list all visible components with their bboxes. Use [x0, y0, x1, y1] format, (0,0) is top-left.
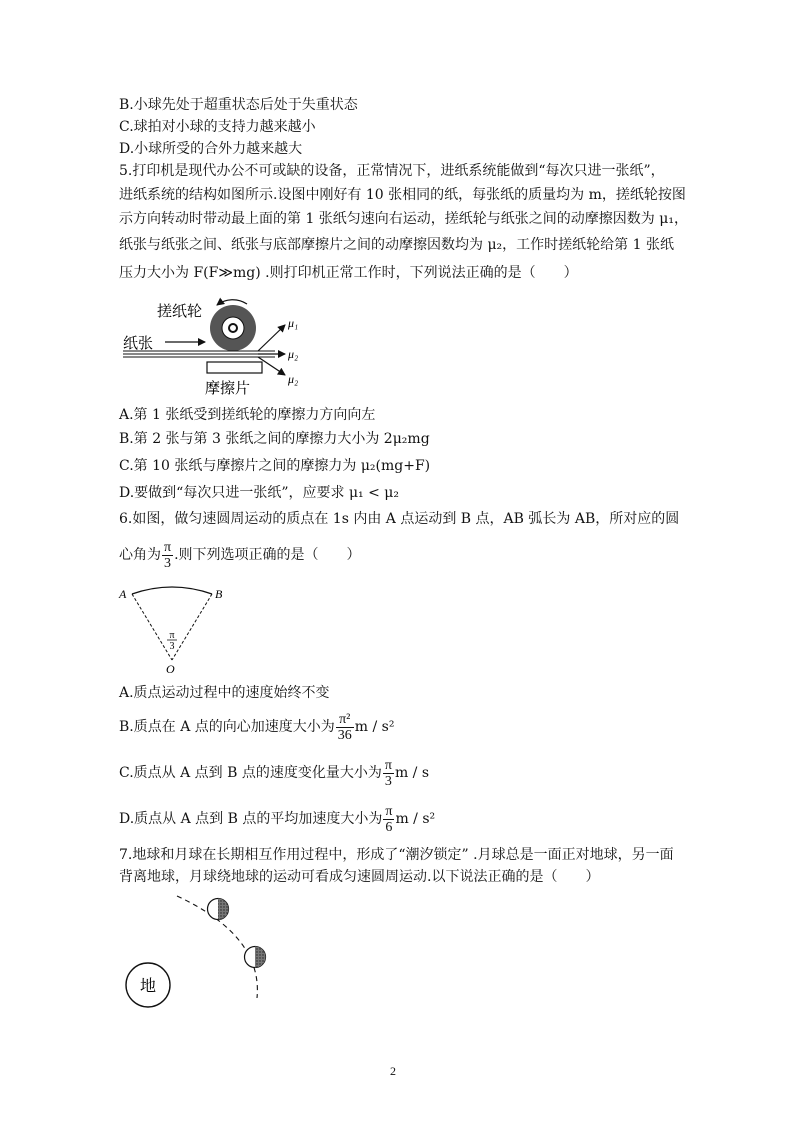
q4-option-b: B.小球先处于超重状态后处于失重状态 [119, 97, 358, 113]
q6-stem-line1: 6.如图，做匀速圆周运动的质点在 1s 内由 A 点运动到 B 点，AB 弧长为 AB，所对应的圆 [119, 511, 680, 527]
q7-figure [115, 888, 285, 1018]
q5-stem-line1: 5.打印机是现代办公不可或缺的设备，正常情况下，进纸系统能做到“每次只进一张纸”， [119, 163, 665, 179]
q5-stem-line3: 示方向转动时带动最上面的第 1 张纸匀速向右运动，搓纸轮与纸张之间的动摩擦因数为 μ₁， [119, 211, 688, 227]
q6-option-c: C.质点从 A 点到 B 点的速度变化量大小为 $\frac{\pi}{3}$ m / s [119, 757, 430, 789]
q6-option-b: B.质点在 A 点的向心加速度大小为 $\frac{\text{π²}}{36}$ m / s² [119, 711, 395, 743]
pad-label: 摩擦片 [205, 379, 251, 397]
moon-upper [208, 899, 229, 920]
q5-stem-line2: 进纸系统的结构如图所示.设图中刚好有 10 张相同的纸，每张纸的质量均为 m，搓纸轮按图 [119, 187, 686, 203]
arc-ab [132, 587, 212, 594]
mu2-label: μ₂ [288, 347, 299, 361]
q6-stem-line2: 心角为 $\frac{\pi}{3}$ .则下列选项正确的是（ ） [119, 539, 361, 571]
q5-stem-line5: 压力大小为 F(F≫mg) .则打印机正常工作时，下列说法正确的是（ ） [119, 265, 578, 281]
point-a-label: A [119, 587, 127, 601]
mu1-label: μ₁ [288, 316, 299, 330]
roller-label: 搓纸轮 [157, 302, 203, 320]
friction-pad [207, 362, 262, 373]
q6-angle-fraction: $\frac{\pi}{3}$ [164, 539, 172, 571]
earth-label: 地 [139, 976, 157, 995]
angle-num: π [169, 630, 175, 641]
q6-figure [115, 582, 225, 674]
q5-stem-line4: 纸张与纸张之间、纸张与底部摩擦片之间的动摩擦因数均为 μ₂，工作时搓纸轮给第 1 张纸 [119, 237, 674, 253]
q7-stem-line2: 背离地球，月球绕地球的运动可看成匀速圆周运动.以下说法正确的是（ ） [119, 869, 600, 885]
q5-option-c: C.第 10 张纸与摩擦片之间的摩擦力为 μ₂(mg+F) [119, 458, 431, 474]
mu2-lower-label: μ₂ [288, 372, 299, 386]
q4-option-d: D.小球所受的合外力越来越大 [119, 141, 303, 157]
q6-option-a: A.质点运动过程中的速度始终不变 [119, 685, 330, 701]
point-b-label: B [215, 587, 223, 601]
mu1-arrow [258, 325, 285, 351]
moon-lower [245, 947, 266, 968]
q5-option-d: D.要做到“每次只进一张纸”，应要求 μ₁ < μ₂ [119, 485, 399, 501]
q4-option-c: C.球拍对小球的支持力越来越小 [119, 119, 316, 135]
radius-oa [132, 594, 175, 660]
roller-axle [229, 324, 237, 332]
page-number: 2 [390, 1064, 396, 1078]
angle-den: 3 [169, 641, 175, 652]
rotation-arrow [217, 300, 247, 305]
radius-ob [169, 594, 212, 660]
q5-option-b: B.第 2 张与第 3 张纸之间的摩擦力大小为 2μ₂mg [119, 431, 430, 447]
point-o-label: O [166, 662, 175, 674]
q5-figure [115, 295, 330, 400]
q7-stem-line1: 7.地球和月球在长期相互作用过程中，形成了“潮汐锁定” .月球总是一面正对地球，另一面 [119, 847, 674, 863]
q6-option-d: D.质点从 A 点到 B 点的平均加速度大小为 $\frac{\pi}{6}$ m / s² [119, 803, 436, 835]
q5-option-a: A.第 1 张纸受到搓纸轮的摩擦力方向向左 [119, 407, 376, 423]
paper-label: 纸张 [123, 334, 154, 352]
